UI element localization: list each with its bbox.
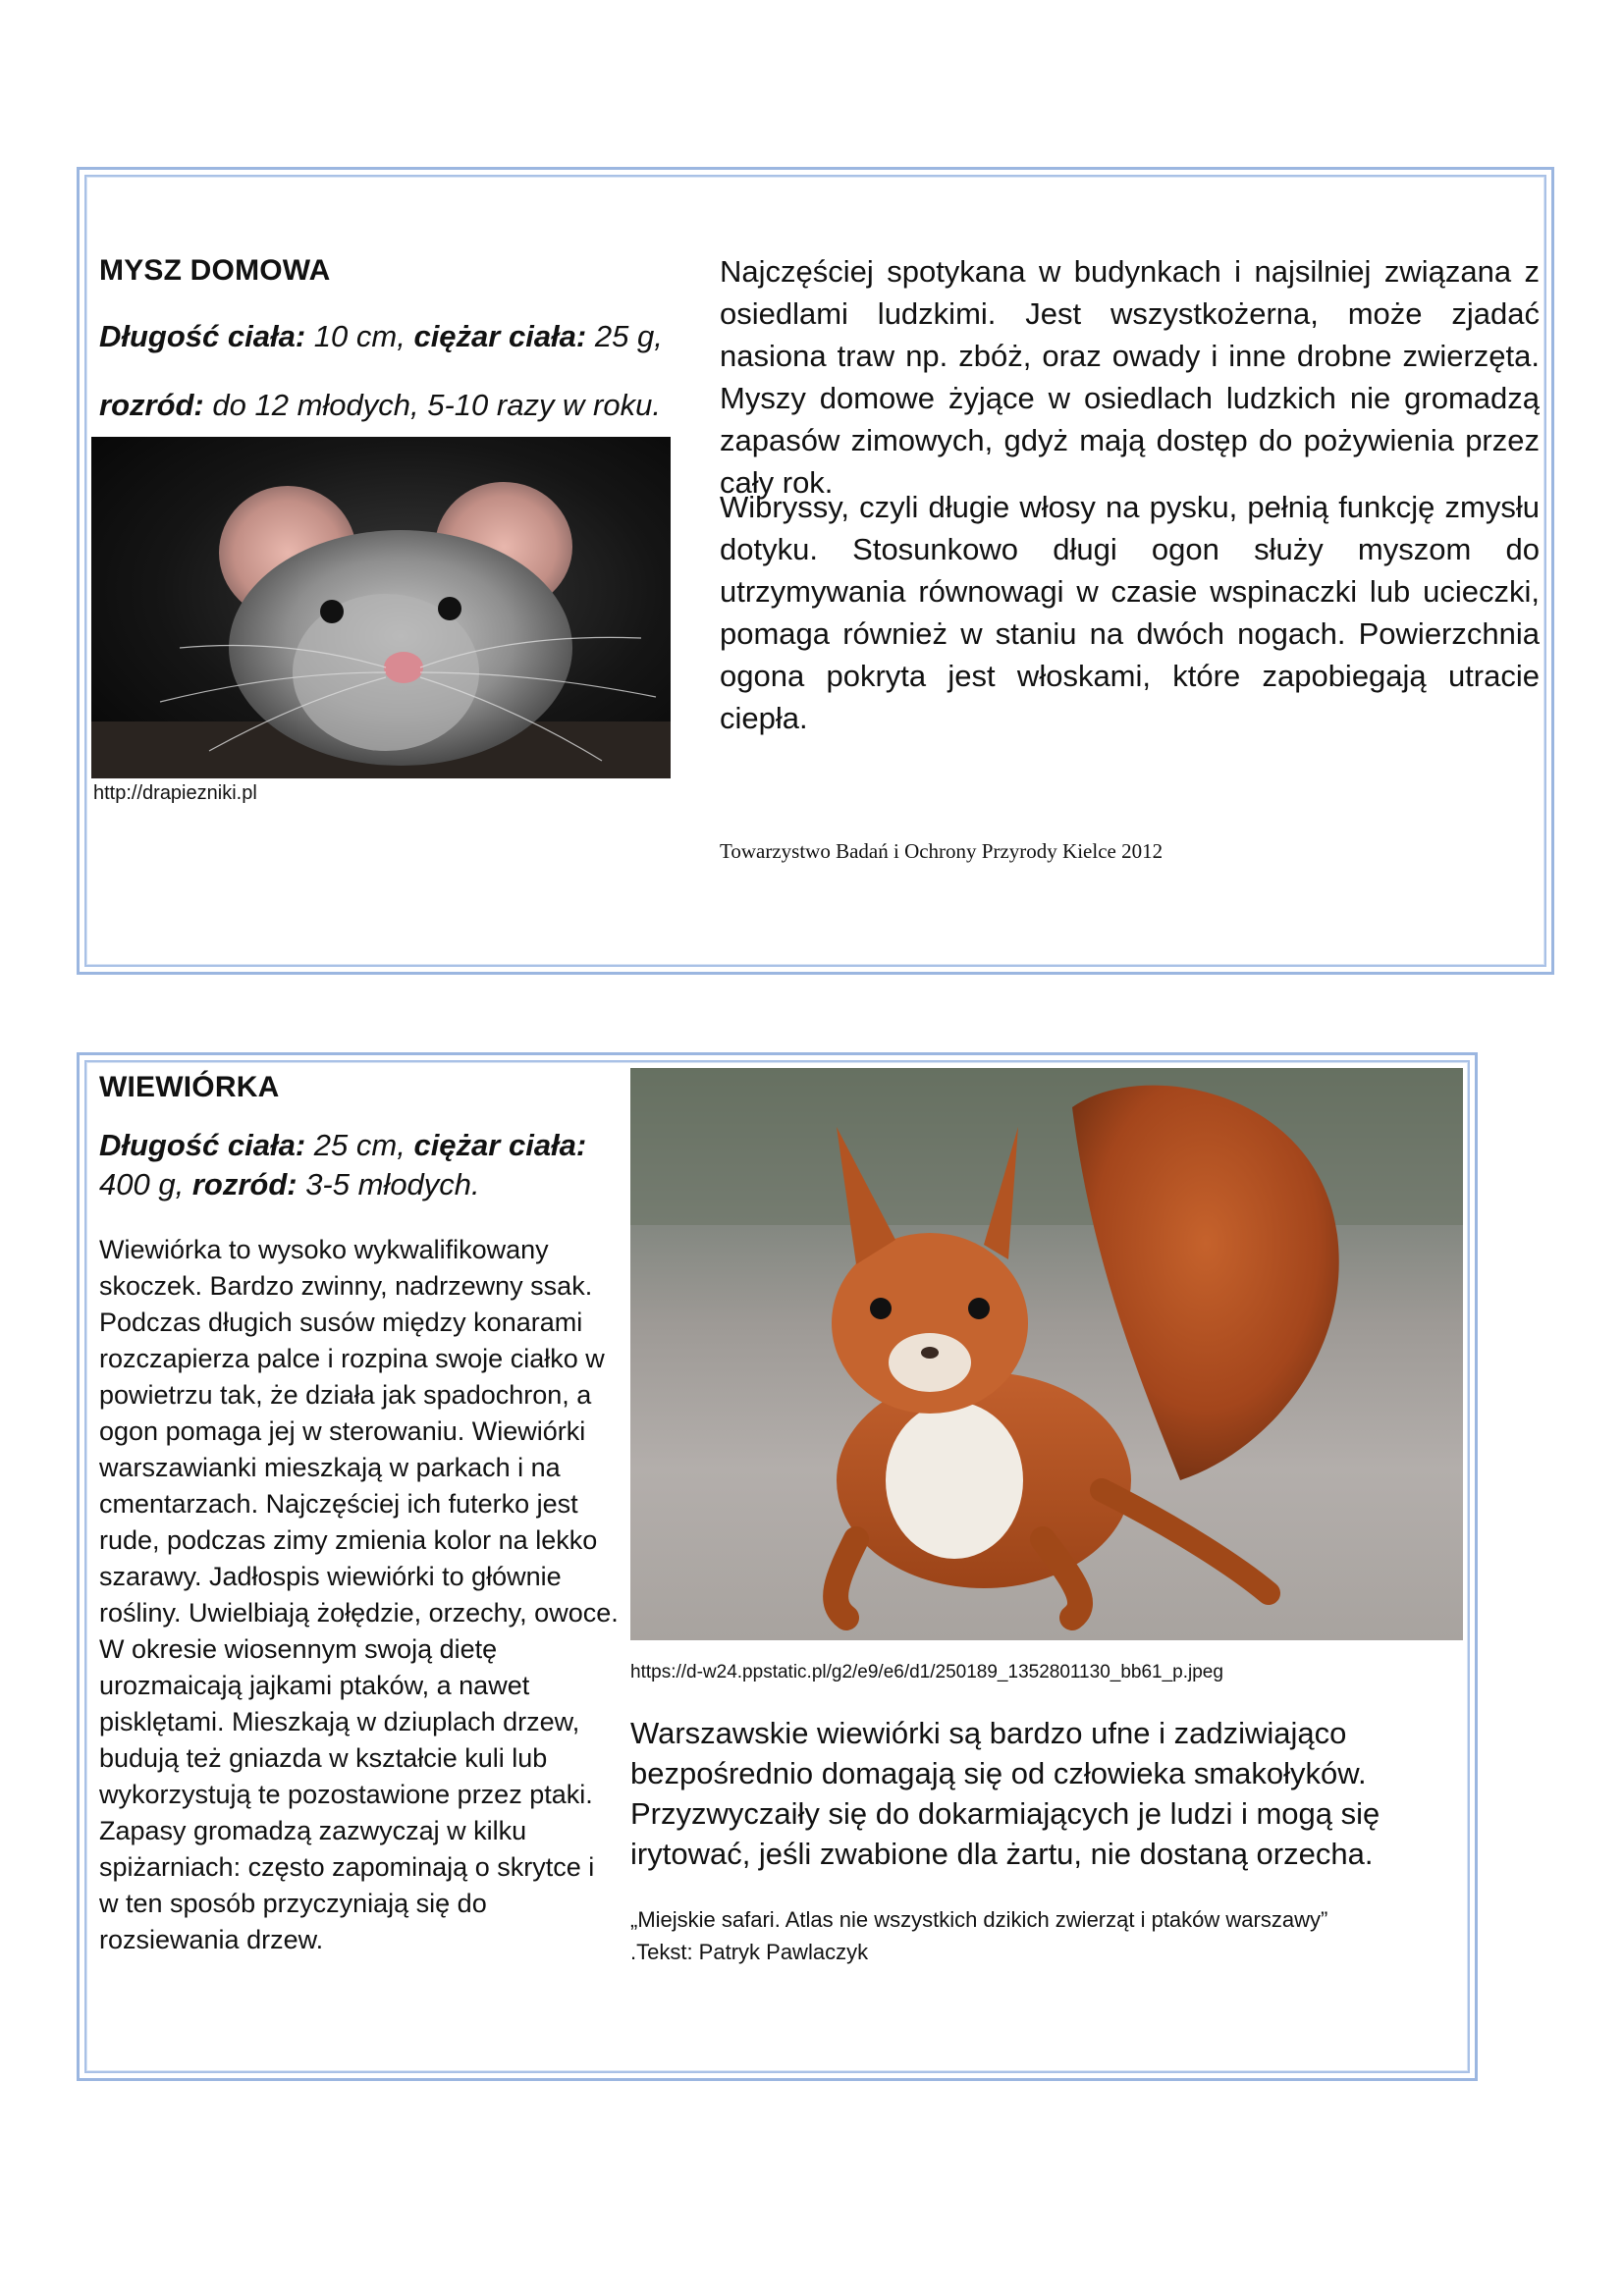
mouse-length-label: Długość ciała: <box>99 319 306 353</box>
squirrel-card <box>77 1052 1478 2081</box>
squirrel-title: WIEWIÓRKA <box>99 1071 280 1103</box>
mouse-paragraph-2: Wibryssy, czyli długie włosy na pysku, pełnią funkcję zmysłu dotyku. Stosunkowo długi ogon służy myszom do utrzymywania równowagi w czasie wspinaczki lub ucieczki, pomaga również w staniu na dwóch nogach. Powierzchnia ogona pokryta jest włoskami, które zapobiegają utracie ciepła. <box>720 490 1540 735</box>
mouse-card <box>77 167 1554 975</box>
squirrel-source <box>630 1903 1327 1968</box>
squirrel-length-value: 25 cm, <box>305 1128 414 1162</box>
mouse-length-value: 10 cm, <box>305 319 414 353</box>
squirrel-photo-credit: https://d-w24.ppstatic.pl/g2/e9/e6/d1/250189_1352801130_bb61_p.jpeg <box>630 1662 1223 1682</box>
mouse-breeding-label: rozród: <box>99 388 204 422</box>
squirrel-weight-value: 400 g, <box>99 1167 192 1201</box>
squirrel-length-label: Długość ciała: <box>99 1128 306 1162</box>
mouse-spec-breeding <box>99 382 688 429</box>
mouse-photo <box>91 437 671 778</box>
mouse-illustration <box>91 437 671 778</box>
squirrel-note: Warszawskie wiewiórki są bardzo ufne i zadziwiająco bezpośrednio domagają się od człowieka smakołyków. Przyzwyczaiły się do dokarmiających je ludzi i mogą się irytować, jeśli zwabione dla żartu, nie dostaną orzecha. <box>630 1716 1380 1871</box>
squirrel-source-line-2: .Tekst: Patryk Pawlaczyk <box>630 1940 869 1964</box>
mouse-breeding-value: do 12 młodych, 5-10 razy w roku. <box>203 388 661 422</box>
squirrel-description: Wiewiórka to wysoko wykwalifikowany skoczek. Bardzo zwinny, nadrzewny ssak. Podczas długich susów między konarami rozczapierza palce i rozpina swoje ciałko w powietrzu tak, że działa jak spadochron, a ogon pomaga jej w sterowaniu. Wiewiórki warszawianki mieszkają w parkach i na cmentarzach. Najczęściej ich futerko jest rude, podczas zimy zmienia kolor na lekko szarawy. Jadłospis wiewiórki to głównie rośliny. Uwielbiają żołędzie, orzechy, owoce. W okresie wiosennym swoją dietę urozmaicają jajkami ptaków, a nawet pisklętami. Mieszkają w dziuplach drzew, budują też gniazda w kształcie kuli lub wykorzystują te pozostawione przez ptaki. Zapasy gromadzą zazwyczaj w kilku spiżarniach: często zapominają o skrytce i w ten sposób przyczyniają się do rozsiewania drzew. <box>99 1235 619 1954</box>
squirrel-spec <box>99 1126 610 1204</box>
mouse-title: MYSZ DOMOWA <box>99 254 331 287</box>
mouse-spec <box>99 313 688 360</box>
squirrel-photo <box>630 1068 1463 1640</box>
mouse-weight-value: 25 g, <box>586 319 663 353</box>
squirrel-source-line-1: „Miejskie safari. Atlas nie wszystkich dzikich zwierząt i ptaków warszawy” <box>630 1907 1328 1932</box>
mouse-photo-credit: http://drapiezniki.pl <box>93 782 257 804</box>
mouse-source: Towarzystwo Badań i Ochrony Przyrody Kielce 2012 <box>720 839 1164 863</box>
mouse-weight-label: ciężar ciała: <box>413 319 587 353</box>
squirrel-weight-label: ciężar ciała: <box>413 1128 587 1162</box>
mouse-paragraph-1: Najczęściej spotykana w budynkach i najsilniej związana z osiedlami ludzkimi. Jest wszystkożerna, może zjadać nasiona traw np. zbóż, oraz owady i inne drobne zwierzęta. Myszy domowe żyjące w osiedlach ludzkich nie gromadzą zapasów zimowych, gdyż mają dostęp do pożywienia przez cały rok. <box>720 254 1540 500</box>
squirrel-breeding-label: rozród: <box>191 1167 298 1201</box>
squirrel-breeding-value: 3-5 młodych. <box>297 1167 480 1201</box>
squirrel-illustration <box>630 1068 1463 1640</box>
